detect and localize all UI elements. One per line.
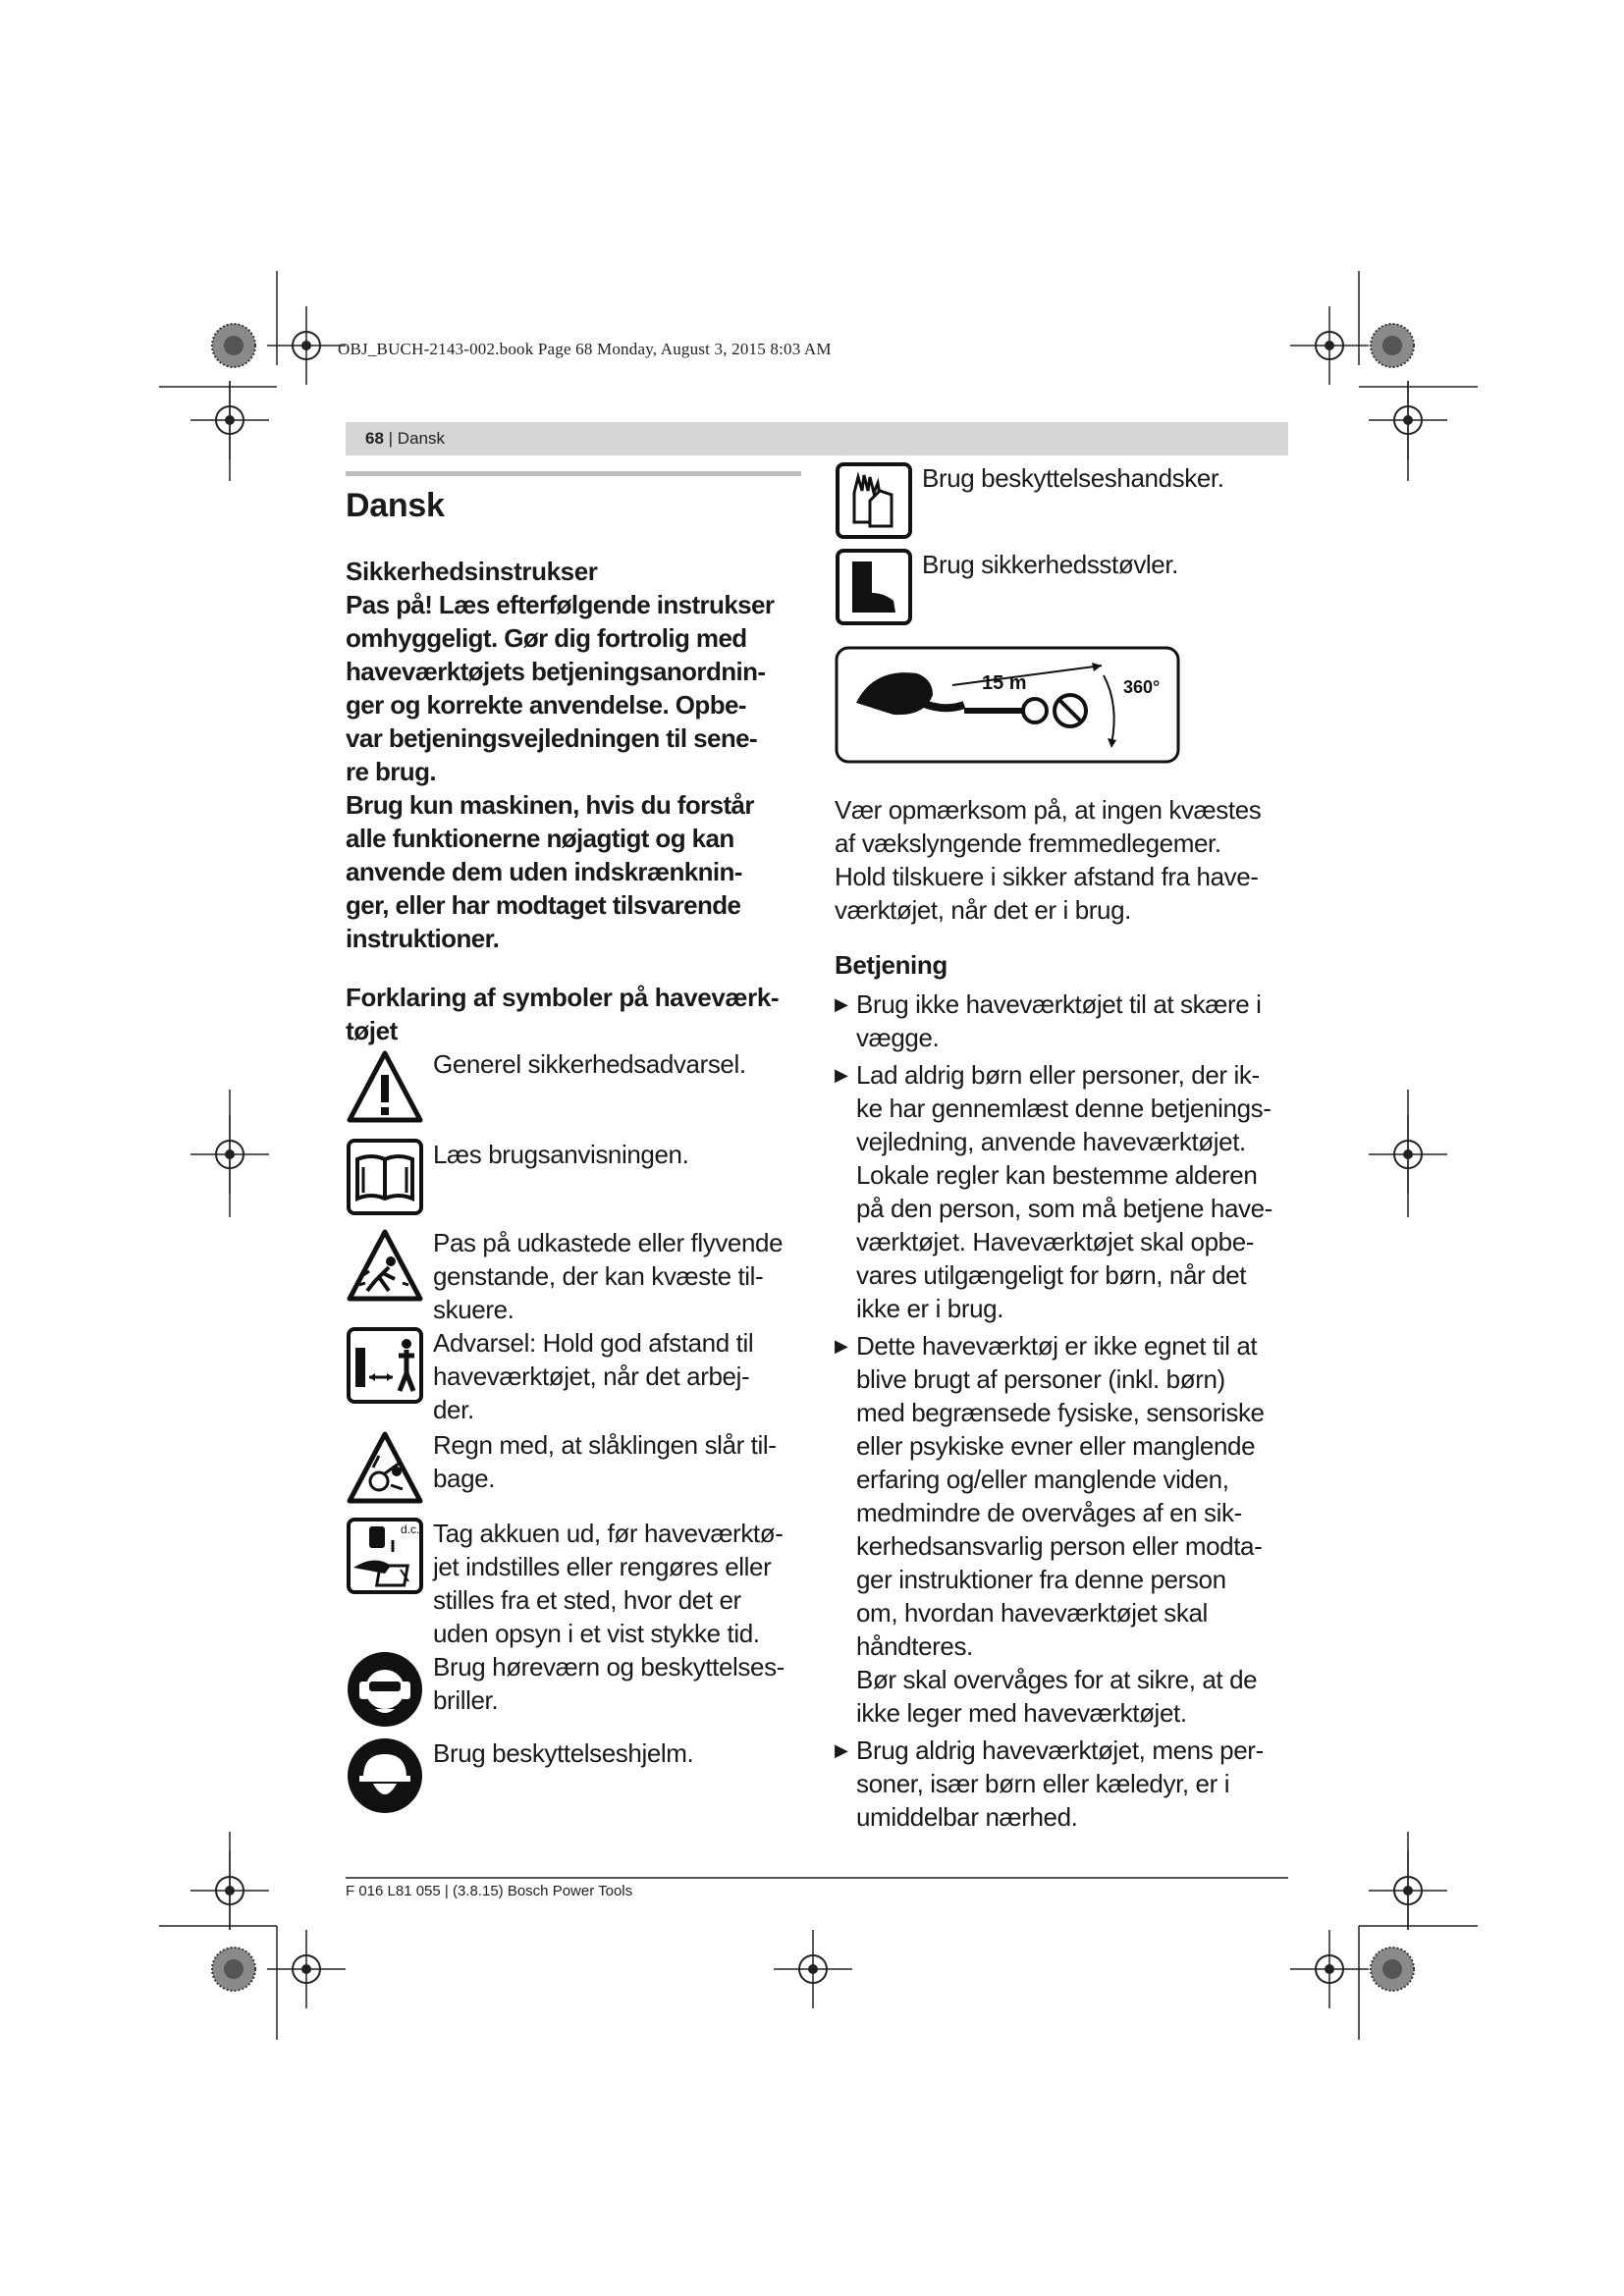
page-number: 68 — [365, 429, 384, 448]
manual-book-icon — [346, 1138, 424, 1216]
blade-kickback-icon — [346, 1428, 424, 1507]
warning-paragraph: Pas på! Læs efterfølgende instrukser omhyggeligt. Gør dig fortrolig med haveværktøjets betjeningsanordnin- ger og korrekte anvendelse. Opbe- var betjeningsvejledningen til sene- re brug. — [346, 590, 775, 786]
flying-objects-icon — [346, 1226, 424, 1305]
bullet-arrow-icon: ▶ — [835, 1740, 848, 1760]
list-item: ▶ Dette haveværktøj er ikke egnet til at blive brugt af personer (inkl. børn) med begrænsede fysiske, sensoriske eller psykiske evner eller manglende erfaring og/eller manglende viden, medmindre de overvåges af en sik- kerhedsansvarlig person eller modta- ger instruktioner fra denne person om, hvordan haveværktøjet skal håndteres. Bør skal overvåges for at sikre, at de ikke leger med haveværktøjet. — [835, 1331, 1265, 1728]
symbol-row: Advarsel: Hold god afstand til haveværktøjet, når det arbej- der. — [346, 1326, 801, 1428]
registration-star-icon — [212, 1948, 255, 1991]
distance-label: 15 m — [982, 672, 1027, 694]
running-header — [365, 429, 445, 449]
left-column — [346, 471, 801, 1821]
safety-heading: Sikkerhedsinstrukser — [346, 557, 598, 586]
keep-distance-icon — [346, 1326, 424, 1405]
symbol-row: Generel sikkerhedsadvarsel. — [346, 1047, 801, 1126]
title-rule — [346, 471, 801, 476]
header-bar — [346, 422, 1288, 455]
symbol-row: Læs brugsanvisningen. — [346, 1138, 801, 1216]
usage-paragraph: Brug kun maskinen, hvis du forstår alle funktionerne nøjagtigt og kan anvende dem uden indskrænknin- ger, eller har modtaget tilsvarende instruktioner. — [346, 790, 754, 953]
registration-star-icon — [212, 324, 255, 367]
symbols-heading: Forklaring af symboler på haveværk- tøjet — [346, 983, 780, 1045]
angle-label: 360° — [1123, 677, 1161, 697]
gloves-icon — [835, 461, 913, 540]
registration-star-icon — [1371, 324, 1414, 367]
right-column — [835, 461, 1288, 1834]
symbol-row: Brug beskyttelseshjelm. — [346, 1736, 801, 1821]
list-item: ▶ Brug ikke haveværktøjet til at skære i vægge. — [835, 989, 1262, 1052]
bullet-arrow-icon: ▶ — [835, 1065, 848, 1085]
operation-heading: Betjening — [835, 950, 947, 980]
footer-rule — [346, 1877, 1288, 1879]
language-title: Dansk — [346, 487, 445, 524]
bullet-arrow-icon: ▶ — [835, 994, 848, 1014]
person-trimmer-icon — [856, 672, 933, 715]
distance-warning-graphic — [835, 646, 1180, 764]
boots-icon — [835, 548, 913, 626]
warning-triangle-icon — [346, 1047, 424, 1126]
header-separator: | — [383, 429, 398, 448]
helmet-icon — [346, 1736, 424, 1815]
crosshair-icon — [774, 1930, 852, 2008]
crosshair-icon — [267, 1930, 346, 2008]
crosshair-icon — [1290, 1930, 1369, 2008]
svg-text:d.c.: d.c. — [401, 1522, 420, 1536]
footer: F 016 L81 055 | (3.8.15) Bosch Power Tools — [346, 1883, 633, 1899]
symbol-row: Brug beskyttelseshandsker. — [835, 461, 1288, 548]
registration-star-icon — [1371, 1948, 1414, 1991]
bullet-arrow-icon: ▶ — [835, 1336, 848, 1356]
remove-battery-icon — [346, 1517, 424, 1595]
symbol-row: Brug sikkerhedsstøvler. — [835, 548, 1288, 646]
header-section: Dansk — [397, 429, 445, 448]
symbol-row: Regn med, at slåklingen slår til- bage. — [346, 1428, 801, 1507]
symbol-row: Brug høreværn og beskyttelses- briller. — [346, 1650, 801, 1736]
list-item: ▶ Lad aldrig børn eller personer, der ik- ke har gennemlæst denne betjenings- vejledning, anvende haveværktøjet. Lokale regler kan bestemme alderen på den person, som må betjene have- værktøjet. Haveværktøjet skal opbe- vares utilgængeligt for børn, når det ikke er i brug. — [835, 1060, 1272, 1323]
symbol-row: d.c. Tag akkuen ud, før haveværktø- jet indstilles eller rengøres eller stilles fra et sted, hvor det er uden opsyn i et vist stykke tid. — [346, 1517, 801, 1650]
distance-paragraph: Vær opmærksom på, at ingen kvæstes af vækslyngende fremmedlegemer. Hold tilskuere i sikker afstand fra have- værktøjet, når det er i brug. — [835, 795, 1262, 925]
crosshair-icon — [1290, 306, 1369, 385]
symbol-row: Pas på udkastede eller flyvende genstande, der kan kvæste til- skuere. — [346, 1226, 801, 1326]
print-info: OBJ_BUCH-2143-002.book Page 68 Monday, August 3, 2015 8:03 AM — [338, 340, 832, 358]
crosshair-icon — [267, 306, 346, 385]
list-item: ▶ Brug aldrig haveværktøjet, mens per- soner, især børn eller kæledyr, er i umiddelbar nærhed. — [835, 1735, 1264, 1832]
ear-eye-protection-icon — [346, 1650, 424, 1729]
